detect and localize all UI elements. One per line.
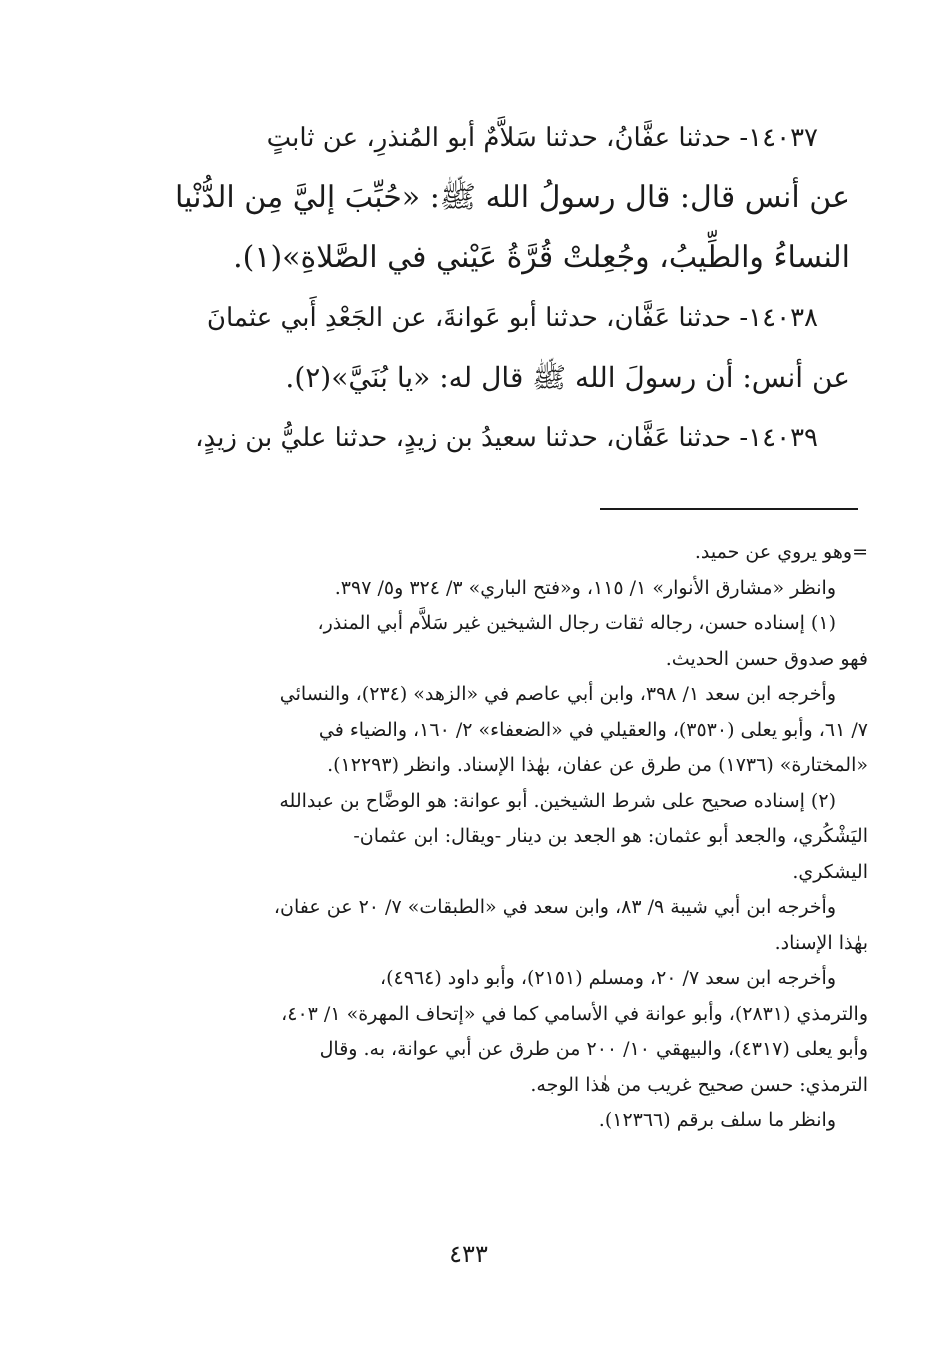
main-line: عن أنس: أن رسولَ الله ﷺ قال له: «يا بُنَيَّ»(٢).: [285, 361, 850, 394]
footnote-line: فهو صدوق حسن الحديث.: [665, 647, 868, 670]
footnote-1: (١) إسناده حسن، رجاله ثقات رجال الشيخين غير سَلاَّم أبي المنذر،: [317, 612, 836, 634]
main-line: ١٤٠٣٩- حدثنا عَفَّان، حدثنا سعيدُ بن زيدٍ، حدثنا عليُّ بن زيدٍ،: [195, 423, 818, 453]
main-line: النساءُ والطِّيبُ، وجُعِلتْ قُرَّةُ عَيْني في الصَّلاةِ»(١).: [233, 240, 850, 275]
footnote-line: وأخرجه ابن سعد ٧/ ٢٠، ومسلم (٢١٥١)، وأبو داود (٤٩٦٤)،: [379, 967, 836, 989]
footnote-line: وانظر «مشارق الأنوار» ١/ ١١٥، و«فتح الباري» ٣/ ٣٢٤ و٥/ ٣٩٧.: [334, 576, 836, 599]
footnote-line: الترمذي: حسن صحيح غريب من هٰذا الوجه.: [530, 1073, 868, 1096]
footnote-line: =وهو يروي عن حميد.: [694, 541, 868, 563]
footnote-line: وأخرجه ابن أبي شيبة ٩/ ٨٣، وابن سعد في «الطبقات» ٧/ ٢٠ عن عفان،: [273, 896, 836, 918]
main-line: ١٤٠٣٨- حدثنا عَفَّان، حدثنا أبو عَوانةَ، عن الجَعْدِ أَبي عثمانَ: [206, 303, 818, 333]
footnote-2: (٢) إسناده صحيح على شرط الشيخين. أبو عوانة: هو الوضَّاح بن عبدالله: [279, 789, 836, 812]
footnote-line: والترمذي (٢٨٣١)، وأبو عوانة في الأسامي كما في «إتحاف المهرة» ١/ ٤٠٣،: [281, 1002, 868, 1025]
footnote-line: وأخرجه ابن سعد ١/ ٣٩٨، وابن أبي عاصم في «الزهد» (٢٣٤)، والنسائي: [279, 683, 836, 705]
footnote-line: بهٰذا الإسناد.: [774, 931, 868, 954]
footnote-line: وانظر ما سلف برقم (١٢٣٦٦).: [598, 1109, 836, 1131]
footnote-line: «المختارة» (١٧٣٦) من طرق عن عفان، بهٰذا الإسناد. وانظر (١٢٢٩٣).: [327, 754, 868, 776]
footnote-line: اليَشْكُري، والجعد أبو عثمان: هو الجعد بن دينار -ويقال: ابن عثمان-: [353, 825, 868, 847]
hadith-14038: [150, 288, 850, 408]
footnote-line: ٧/ ٦١، وأبو يعلى (٣٥٣٠)، والعقيلي في «الضعفاء» ٢/ ١٦٠، والضياء في: [318, 718, 868, 741]
hadith-14037: [150, 108, 850, 288]
hadith-14039: [150, 408, 850, 468]
page-number: ٤٣٣: [449, 1240, 488, 1268]
hadith-main-text: [150, 108, 850, 468]
footnote-line: اليشكري.: [792, 860, 868, 883]
main-line: عن أنس قال: قال رسولُ الله ﷺ: «حُبِّبَ إليَّ مِن الدُّنْيا: [174, 180, 850, 215]
footnote-line: وأبو يعلى (٤٣١٧)، والبيهقي ١٠/ ٢٠٠ من طرق عن أبي عوانة، به. وقال: [319, 1038, 868, 1060]
footnotes: [150, 535, 868, 1139]
main-line: ١٤٠٣٧- حدثنا عفَّانُ، حدثنا سَلاَّمٌ أبو المُنذرِ، عن ثابتٍ: [266, 123, 818, 153]
footnote-divider: [600, 508, 858, 510]
